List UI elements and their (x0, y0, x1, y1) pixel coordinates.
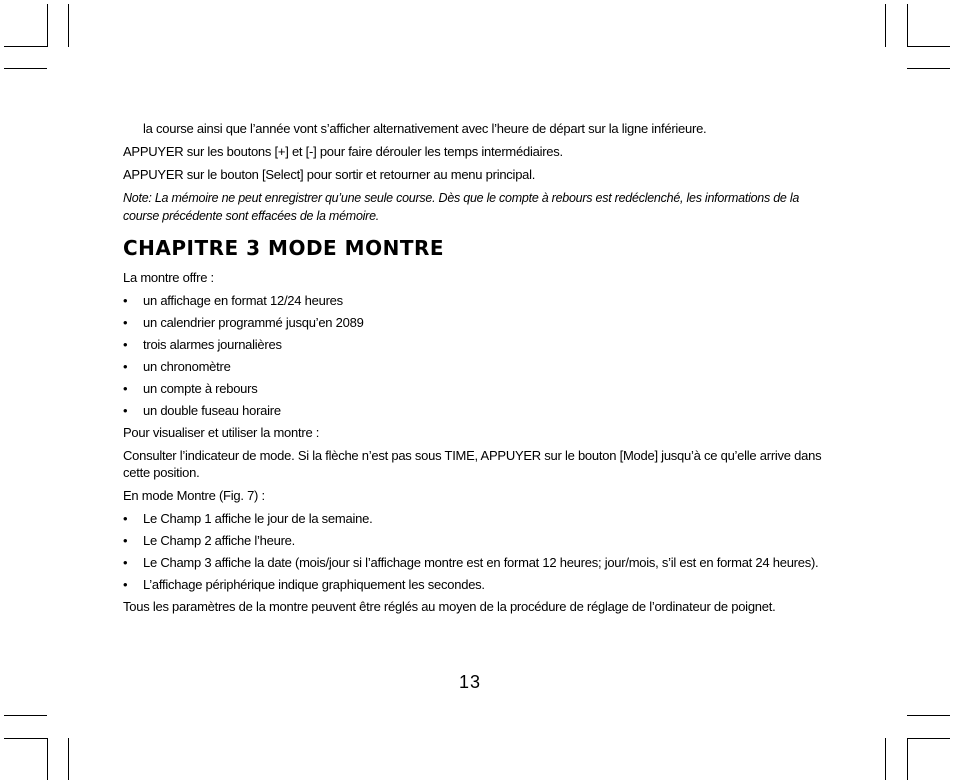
offer-intro: La montre offre : (123, 270, 214, 285)
crop-mark (907, 46, 950, 47)
crop-mark (4, 738, 48, 739)
bullet: • (123, 381, 128, 396)
list-item (123, 380, 823, 397)
list-item (123, 314, 823, 331)
consult-instruction: Consulter l’indicateur de mode. Si la flèche n’est pas sous TIME, APPUYER sur le bouton [Mode] jusqu’à ce qu’elle arrive dans cette position. (123, 448, 822, 480)
crop-mark (47, 738, 48, 780)
crop-mark (4, 68, 47, 69)
list-item (123, 358, 823, 375)
list-item-text: trois alarmes journalières (143, 337, 282, 352)
view-intro: Pour visualiser et utiliser la montre : (123, 425, 320, 440)
list-item (123, 576, 823, 593)
list-item-text: un compte à rebours (143, 381, 258, 396)
bullet: • (123, 577, 128, 592)
list-item-text: un affichage en format 12/24 heures (143, 293, 343, 308)
crop-mark (907, 715, 950, 716)
page-content (123, 120, 823, 621)
field-list (123, 510, 823, 593)
crop-mark (907, 4, 908, 47)
list-item-text: un double fuseau horaire (143, 403, 281, 418)
bullet: • (123, 315, 128, 330)
list-item-text: L’affichage périphérique indique graphiquement les secondes. (143, 577, 485, 592)
bullet: • (123, 337, 128, 352)
chapter-heading: CHAPITRE 3 MODE MONTRE (123, 236, 445, 260)
list-item (123, 402, 823, 419)
crop-mark (4, 715, 47, 716)
crop-mark (907, 68, 950, 69)
list-item-text: Le Champ 1 affiche le jour de la semaine. (143, 511, 373, 526)
list-item-text: un calendrier programmé jusqu’en 2089 (143, 315, 364, 330)
paragraph-scroll-instruction: APPUYER sur les boutons [+] et [-] pour faire dérouler les temps intermédiaires. (123, 144, 563, 159)
crop-mark (4, 46, 48, 47)
crop-mark (907, 738, 950, 739)
mode-intro: En mode Montre (Fig. 7) : (123, 488, 265, 503)
list-item-text: Le Champ 2 affiche l’heure. (143, 533, 295, 548)
bullet: • (123, 533, 128, 548)
crop-mark (885, 738, 886, 780)
memory-note: Note: La mémoire ne peut enregistrer qu’une seule course. Dès que le compte à rebours est redéclenché, les informations de la course précédente sont effacées de la mémoire. (123, 191, 800, 223)
list-item-text: un chronomètre (143, 359, 231, 374)
crop-mark (907, 738, 908, 780)
bullet: • (123, 511, 128, 526)
list-item (123, 510, 823, 527)
crop-mark (68, 4, 69, 47)
crop-mark (47, 4, 48, 47)
crop-mark (885, 4, 886, 47)
paragraph-continued: la course ainsi que l’année vont s’afficher alternativement avec l’heure de départ sur la ligne inférieure. (143, 121, 707, 136)
paragraph-exit-instruction: APPUYER sur le bouton [Select] pour sortir et retourner au menu principal. (123, 167, 536, 182)
bullet: • (123, 555, 128, 570)
list-item (123, 532, 823, 549)
bullet: • (123, 293, 128, 308)
page-number: 13 (458, 672, 482, 692)
list-item (123, 336, 823, 353)
list-item-text: Le Champ 3 affiche la date (mois/jour si l’affichage montre est en format 12 heures; jour/mois, s’il est en format 24 heures). (143, 555, 819, 570)
list-item (123, 554, 823, 571)
list-item (123, 292, 823, 309)
crop-mark (68, 738, 69, 780)
closing-paragraph: Tous les paramètres de la montre peuvent être réglés au moyen de la procédure de réglage de l’ordinateur de poignet. (123, 599, 776, 614)
bullet: • (123, 359, 128, 374)
bullet: • (123, 403, 128, 418)
feature-list (123, 292, 823, 419)
